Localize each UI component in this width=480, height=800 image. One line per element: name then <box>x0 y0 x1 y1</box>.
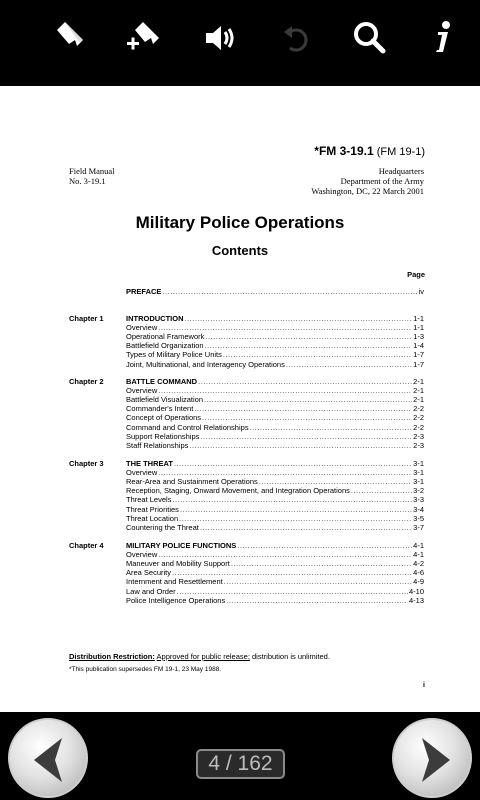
toc-entry: BATTLE COMMAND ..... 2-1 <box>126 377 424 386</box>
toc-entry: Threat Levels ..... 3-3 <box>126 495 424 504</box>
toc-entry: Support Relationships ..... 2-3 <box>126 432 424 441</box>
info-button[interactable] <box>422 18 462 58</box>
search-button[interactable] <box>349 18 389 58</box>
toc-entry: Battlefield Organization ..... 1-4 <box>126 341 424 350</box>
supersede-note: *This publication supersedes FM 19-1, 23 May 1988. <box>69 666 222 673</box>
toc-entry: Overview ..... 2-1 <box>126 386 424 395</box>
toc-entry: Rear-Area and Sustainment Operations ..... 3-1 <box>126 477 424 486</box>
toc-entry: Joint, Multinational, and Interagency Operations ..... 1-7 <box>126 360 424 369</box>
speaker-button[interactable] <box>200 18 240 58</box>
toc-entry: Overview ..... 4-1 <box>126 550 424 559</box>
top-toolbar <box>0 0 480 86</box>
bookmark-icon <box>51 20 87 56</box>
toc-entry: Concept of Operations ..... 2-2 <box>126 413 424 422</box>
toc-entry: Police Intelligence Operations ..... 4-13 <box>126 596 424 605</box>
bottom-bar <box>0 712 480 800</box>
search-icon <box>351 20 387 56</box>
chapter-label: Chapter 3 <box>69 459 104 468</box>
chapter-label: Chapter 1 <box>69 314 104 323</box>
undo-button[interactable] <box>276 18 316 58</box>
toc-entry: Commander's Intent ..... 2-2 <box>126 404 424 413</box>
bookmark-button[interactable] <box>49 18 89 58</box>
toc-entry: Battlefield Visualization ..... 2-1 <box>126 395 424 404</box>
left-header: Field Manual No. 3-19.1 <box>69 166 115 186</box>
fm-number: *FM 3-19.1 (FM 19-1) <box>314 144 425 158</box>
toc-entry: Overview ..... 3-1 <box>126 468 424 477</box>
chapter-label: Chapter 2 <box>69 377 104 386</box>
page-number-roman: i <box>423 682 425 689</box>
document-subtitle: Contents <box>211 243 269 258</box>
speaker-icon <box>202 20 238 56</box>
page-column-label: Page <box>407 270 425 279</box>
distribution-restriction: Distribution Restriction: Approved for public release; distribution is unlimited. <box>69 652 330 661</box>
toc-entry: Threat Location ..... 3-5 <box>126 514 424 523</box>
toc-entry-preface: PREFACE ..... iv <box>126 287 424 296</box>
toc-entry: Types of Military Police Units ..... 1-7 <box>126 350 424 359</box>
arrow-right-icon <box>408 734 460 786</box>
toc-entry: Countering the Threat ..... 3-7 <box>126 523 424 532</box>
toc-entry: Area Security ..... 4-6 <box>126 568 424 577</box>
previous-page-button[interactable] <box>8 718 88 798</box>
right-header: Headquarters Department of the Army Washington, DC, 22 March 2001 <box>311 166 424 196</box>
document-page <box>0 86 480 712</box>
page-indicator[interactable]: 4 / 162 <box>196 749 285 779</box>
toc-entry: Law and Order ..... 4-10 <box>126 587 424 596</box>
toc-entry: Command and Control Relationships ..... 2-2 <box>126 423 424 432</box>
add-bookmark-button[interactable] <box>123 18 163 58</box>
toc-entry: Staff Relationships ..... 2-3 <box>126 441 424 450</box>
toc-entry: Threat Priorities ..... 3-4 <box>126 505 424 514</box>
toc-entry: MILITARY POLICE FUNCTIONS ..... 4-1 <box>126 541 424 550</box>
toc-entry: INTRODUCTION ..... 1-1 <box>126 314 424 323</box>
chapter-label: Chapter 4 <box>69 541 104 550</box>
add-bookmark-icon <box>125 20 161 56</box>
toc-entry: Overview ..... 1-1 <box>126 323 424 332</box>
arrow-left-icon <box>24 734 76 786</box>
toc-entry: Maneuver and Mobility Support ..... 4-2 <box>126 559 424 568</box>
toc-entry: Internment and Resettlement ..... 4-9 <box>126 577 424 586</box>
toc-entry: THE THREAT ..... 3-1 <box>126 459 424 468</box>
toc-entry: Reception, Staging, Onward Movement, and Integration Operations ..... 3-2 <box>126 486 424 495</box>
document-title: Military Police Operations <box>135 213 345 232</box>
toc-entry: Operational Framework ..... 1-3 <box>126 332 424 341</box>
info-icon <box>424 20 460 56</box>
next-page-button[interactable] <box>392 718 472 798</box>
undo-icon <box>278 20 314 56</box>
